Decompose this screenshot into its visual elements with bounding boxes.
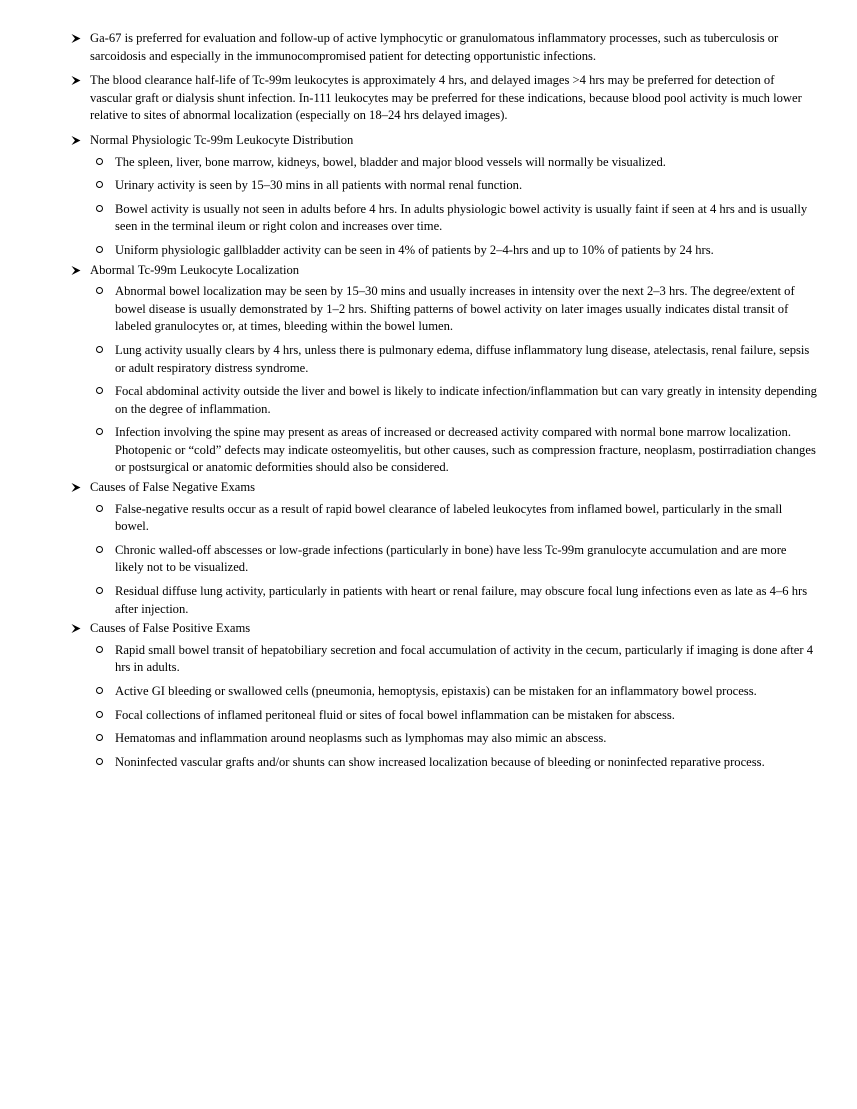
circle-bullet-icon — [96, 711, 103, 718]
sub-bullet-list — [90, 283, 817, 477]
circle-bullet-icon — [96, 687, 103, 694]
sub-list-item — [115, 424, 817, 477]
sub-list-item — [115, 383, 817, 418]
circle-bullet-icon — [96, 587, 103, 594]
list-item-false-negative — [90, 479, 817, 618]
list-item-text: The blood clearance half-life of Tc-99m leukocytes is approximately 4 hrs, and delayed images >4 hrs may be preferred for detection of vascular graft or dialysis shunt infection. In-111 leukocytes may be preferred for these indications, because blood pool activity is much lower relative to sites of abnormal localization (especially on 18–24 hrs delayed images). — [90, 73, 802, 123]
circle-bullet-icon — [96, 287, 103, 294]
circle-bullet-icon — [96, 428, 103, 435]
sub-list-item — [115, 542, 817, 577]
sub-list-item-text: Noninfected vascular grafts and/or shunts can show increased localization because of bleeding or noninfected reparative process. — [115, 754, 765, 769]
sub-bullet-list — [90, 642, 817, 772]
circle-bullet-icon — [96, 734, 103, 741]
sub-list-item — [115, 242, 817, 260]
list-item-blood-clearance — [90, 72, 817, 125]
sub-list-item-text: Lung activity usually clears by 4 hrs, unless there is pulmonary edema, diffuse inflammatory lung disease, atelectasis, renal failure, sepsis or adult respiratory distress syndrome. — [115, 342, 810, 375]
sub-list-item-text: Focal collections of inflamed peritoneal fluid or sites of focal bowel inflammation can be mistaken for abscess. — [115, 707, 675, 722]
sub-list-item-text: Hematomas and inflammation around neoplasms such as lymphomas may also mimic an abscess. — [115, 731, 607, 746]
arrow-bullet-icon — [70, 132, 82, 149]
sub-list-item — [115, 754, 817, 772]
circle-bullet-icon — [96, 181, 103, 188]
sub-list-item-text: Infection involving the spine may present as areas of increased or decreased activity compared with normal bone marrow localization. Photopenic or “cold” defects may indicate osteomyelitis, but other causes, such as compression fracture, neoplasm, postirradiation changes or postsurgical or anatomic deformities should also be considered. — [115, 425, 816, 475]
sub-list-item — [115, 342, 817, 377]
section-heading: Abormal Tc-99m Leukocyte Localization — [90, 262, 300, 277]
list-item-false-positive — [90, 620, 817, 771]
circle-bullet-icon — [96, 346, 103, 353]
list-item-ga67 — [90, 30, 817, 65]
sub-list-item-text: Uniform physiologic gallbladder activity can be seen in 4% of patients by 2–4-hrs and up to 10% of patients by 24 hrs. — [115, 242, 714, 257]
sub-list-item — [115, 730, 817, 748]
sub-list-item — [115, 683, 817, 701]
sub-list-item-text: Focal abdominal activity outside the liver and bowel is likely to indicate infection/inflammation but can vary greatly in intensity depending on the degree of inflammation. — [115, 384, 817, 416]
circle-bullet-icon — [96, 158, 103, 165]
sub-list-item-text: False-negative results occur as a result of rapid bowel clearance of labeled leukocytes from inflamed bowel, particularly in the small bowel. — [115, 501, 783, 534]
sub-list-item-text: Residual diffuse lung activity, particularly in patients with heart or renal failure, may obscure focal lung infections even as late as 4–6 hrs after injection. — [115, 584, 808, 616]
sub-list-item — [115, 201, 817, 236]
arrow-bullet-icon — [70, 72, 82, 89]
sub-list-item — [115, 707, 817, 725]
sub-bullet-list — [90, 501, 817, 619]
sub-list-item — [115, 154, 817, 172]
sub-list-item — [115, 177, 817, 195]
sub-list-item — [115, 283, 817, 336]
list-item-normal-distribution — [90, 132, 817, 260]
arrow-bullet-icon — [70, 620, 82, 637]
circle-bullet-icon — [96, 205, 103, 212]
arrow-bullet-icon — [70, 479, 82, 496]
circle-bullet-icon — [96, 505, 103, 512]
list-item-text: Ga-67 is preferred for evaluation and follow-up of active lymphocytic or granulomatous inflammatory processes, such as tuberculosis or sarcoidosis and especially in the immunocompromised patient for detecting opportunistic infections. — [90, 31, 779, 63]
sub-list-item-text: The spleen, liver, bone marrow, kidneys, bowel, bladder and major blood vessels will normally be visualized. — [115, 154, 666, 169]
section-heading: Normal Physiologic Tc-99m Leukocyte Distribution — [90, 132, 354, 147]
sub-list-item-text: Bowel activity is usually not seen in adults before 4 hrs. In adults physiologic bowel activity is usually faint if seen at 4 hrs and is usually seen in the terminal ileum or right colon and increases over time. — [115, 201, 808, 234]
circle-bullet-icon — [96, 546, 103, 553]
arrow-bullet-icon — [70, 30, 82, 47]
sub-list-item — [115, 642, 817, 677]
circle-bullet-icon — [96, 387, 103, 394]
circle-bullet-icon — [96, 758, 103, 765]
sub-bullet-list — [90, 154, 817, 260]
sub-list-item-text: Abnormal bowel localization may be seen by 15–30 mins and usually increases in intensity over the next 2–3 hrs. The degree/extent of bowel disease is usually demonstrated by 1–2 hrs. Shifting patterns of bowel activity on later images usually indicates distal transit of labeled granulocytes or, at times, bleeding within the bowel lumen. — [115, 284, 795, 334]
sub-list-item-text: Rapid small bowel transit of hepatobiliary secretion and focal accumulation of activity in the cecum, particularly if imaging is done after 4 hrs in adults. — [115, 642, 814, 675]
sub-list-item-text: Active GI bleeding or swallowed cells (pneumonia, hemoptysis, epistaxis) can be mistaken for an inflammatory bowel process. — [115, 684, 757, 698]
sub-list-item-text: Urinary activity is seen by 15–30 mins in all patients with normal renal function. — [115, 178, 523, 193]
sub-list-item-text: Chronic walled-off abscesses or low-grade infections (particularly in bone) have less Tc-99m granulocyte accumulation and are more likely not to be visualized. — [115, 542, 787, 575]
circle-bullet-icon — [96, 246, 103, 253]
section-heading: Causes of False Negative Exams — [90, 480, 256, 495]
sub-list-item — [115, 501, 817, 536]
circle-bullet-icon — [96, 646, 103, 653]
sub-list-item — [115, 583, 817, 618]
arrow-bullet-icon — [70, 262, 82, 279]
section-heading: Causes of False Positive Exams — [90, 621, 251, 636]
main-bullet-list — [90, 30, 817, 771]
list-item-abnormal-localization — [90, 262, 817, 478]
